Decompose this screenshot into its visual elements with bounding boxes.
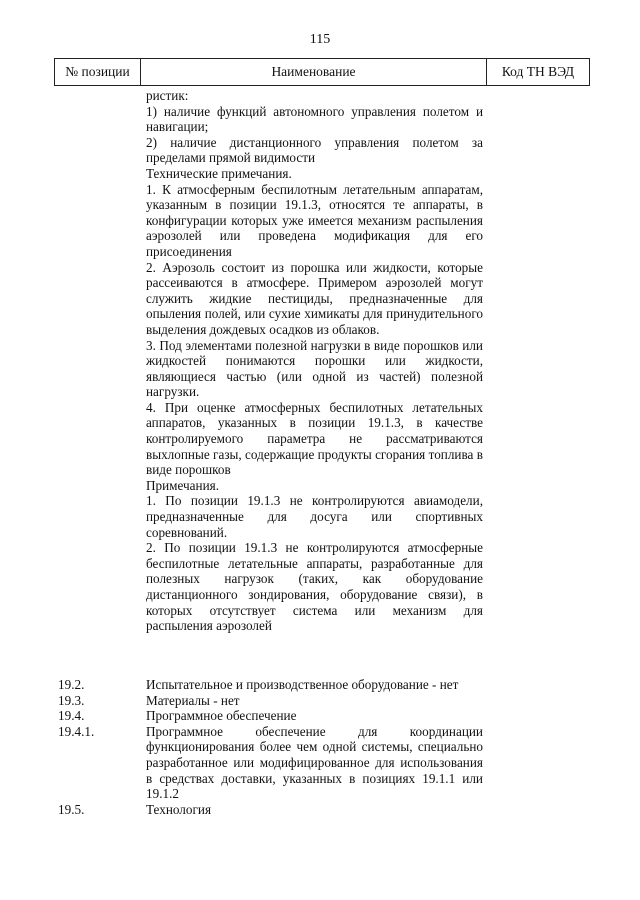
header-position-number: № позиции xyxy=(55,59,141,86)
technical-note-4: 4. При оценке атмосферных беспилотных летательных аппаратов, указанных в позиции 19.1.3, в качестве контролируемого параметра не рассматриваются выхлопные газы, содержащие продукты сгорания топлива в виде порошков xyxy=(146,399,483,478)
continuation-text xyxy=(146,88,483,634)
page-number: 115 xyxy=(309,32,331,47)
position-name: Испытательное и производственное оборудование - нет xyxy=(146,677,459,692)
continuation-paragraph: ристик: xyxy=(146,88,189,103)
position-name: Материалы - нет xyxy=(146,692,240,708)
position-row xyxy=(58,724,488,802)
position-row xyxy=(58,802,488,818)
position-row xyxy=(58,677,488,693)
position-list xyxy=(58,677,488,817)
note-1: 1. По позиции 19.1.3 не контролируются авиамодели, предназначенные для досуга или спортивных соревнований. xyxy=(146,493,483,540)
technical-note-3: 3. Под элементами полезной нагрузки в виде порошков или жидкостей понимаются порошки или жидкости, являющиеся частью (или одной из частей) полезной нагрузки. xyxy=(146,337,483,400)
position-number: 19.2. xyxy=(58,677,85,692)
notes-heading: Примечания. xyxy=(146,477,220,493)
column-header-table xyxy=(54,58,590,86)
technical-note-2: 2. Аэрозоль состоит из порошка или жидкости, которые рассеиваются в атмосфере. Примером аэрозолей могут служить жидкие пестициды, предназначенные для опыления полей, или сухие химикаты для принудительного выделения дождевых осадков из облаков. xyxy=(146,259,483,337)
column-header-row xyxy=(55,59,590,86)
position-row xyxy=(58,693,488,709)
note-2: 2. По позиции 19.1.3 не контролируются атмосферные беспилотные летательные аппараты, разработанные для полезных нагрузок (таких, как оборудование дистанционного зондирования, оборудование связи), в которых отсутствует система или механизм для распыления аэрозолей xyxy=(146,540,483,634)
position-number: 19.4. xyxy=(58,708,85,724)
header-tn-ved-code: Код ТН ВЭД xyxy=(487,59,590,86)
position-name: Программное обеспечение для координации функционирования более чем одной системы, специально разработанное или модифицированное для использования в средствах доставки, указанных в позициях 19.1.1 или 19.1.2 xyxy=(146,723,483,802)
position-number: 19.3. xyxy=(58,692,85,708)
position-name: Технология xyxy=(146,801,212,817)
position-name: Программное обеспечение xyxy=(146,708,297,724)
technical-note-1: 1. К атмосферным беспилотным летательным аппаратам, указанным в позиции 19.1.3, относятся те аппараты, в конфигурации которых уже имеется механизм распыления аэрозолей или проведена модификация для его присоединения xyxy=(146,181,483,259)
header-name: Наименование xyxy=(141,59,487,86)
position-number: 19.5. xyxy=(58,801,85,817)
technical-notes-heading: Технические примечания. xyxy=(146,165,292,181)
position-number: 19.4.1. xyxy=(58,723,95,739)
position-row xyxy=(58,708,488,724)
continuation-paragraph: 1) наличие функций автономного управления полетом и навигации; xyxy=(146,103,483,135)
continuation-paragraph: 2) наличие дистанционного управления полетом за пределами прямой видимости xyxy=(146,134,483,166)
